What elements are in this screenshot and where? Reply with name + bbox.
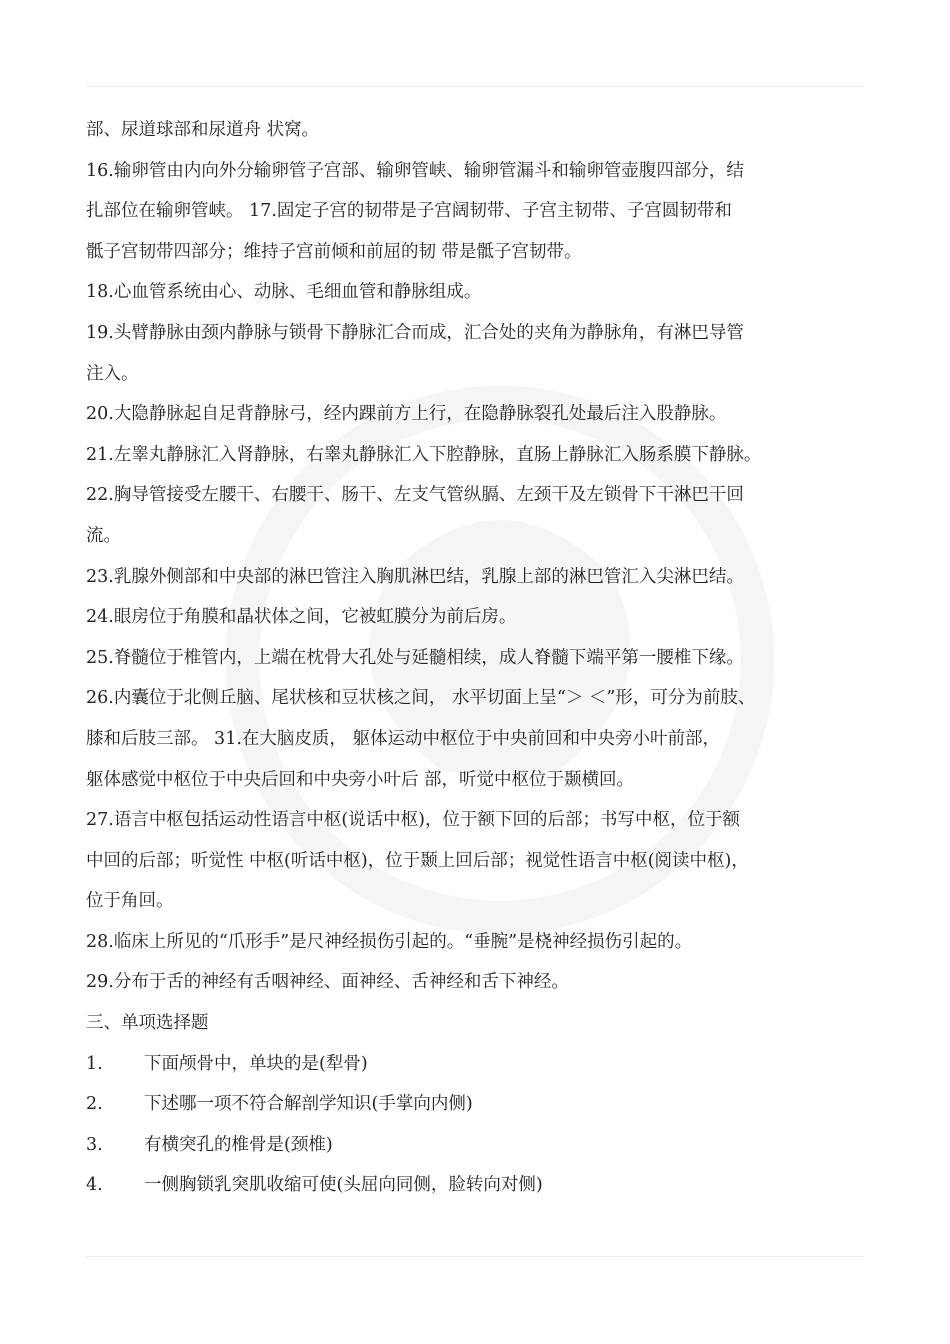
text-line: 27.语言中枢包括运动性语言中枢(说话中枢)，位于额下回的后部；书写中枢，位于额 (86, 810, 740, 831)
text-line: 21.左睾丸静脉汇入肾静脉，右睾丸静脉汇入下腔静脉，直肠上静脉汇入肠系膜下静脉。 (86, 444, 762, 465)
question-item (86, 1087, 876, 1128)
question-text: 下面颅骨中，单块的是(犁骨) (144, 1053, 368, 1074)
question-number: 3. (86, 1134, 103, 1155)
text-line: 26.内囊位于北侧丘脑、尾状核和豆状核之间， 水平切面上呈“＞ ＜”形，可分为前肢、 (86, 688, 756, 709)
text-line: 流。 (86, 525, 121, 546)
question-number: 1. (86, 1053, 103, 1074)
question-text: 有横突孔的椎骨是(颈椎) (144, 1134, 333, 1155)
text-line: 位于角回。 (86, 891, 174, 912)
text-line: 24.眼房位于角膜和晶状体之间，它被虹膜分为前后房。 (86, 607, 517, 628)
text-line: 骶子宫韧带四部分；维持子宫前倾和前屈的韧 带是骶子宫韧带。 (86, 241, 582, 262)
text-line: 16.输卵管由内向外分输卵管子宫部、输卵管峡、输卵管漏斗和输卵管壶腹四部分，结 (86, 160, 744, 181)
text-line: 中回的后部；听觉性 中枢(听话中枢)，位于颞上回后部；视觉性语言中枢(阅读中枢)， (86, 850, 749, 871)
text-line: 25.脊髓位于椎管内，上端在枕骨大孔处与延髓相续，成人脊髓下端平第一腰椎下缘。 (86, 647, 744, 668)
text-line: 19.头臂静脉由颈内静脉与锁骨下静脉汇合而成，汇合处的夹角为静脉角，有淋巴导管 (86, 322, 744, 343)
text-line: 扎部位在输卵管峡。 17.固定子宫的韧带是子宫阔韧带、子宫主韧带、子宫圆韧带和 (86, 201, 732, 222)
section-heading: 三、单项选择题 (86, 1013, 209, 1034)
text-line: 18.心血管系统由心、动脉、毛细血管和静脉组成。 (86, 282, 482, 303)
question-item (86, 1047, 876, 1088)
text-line: 躯体感觉中枢位于中央后回和中央旁小叶后 部，听觉中枢位于颞横回。 (86, 769, 635, 790)
question-number: 4. (86, 1175, 103, 1196)
question-item (86, 1168, 876, 1209)
text-line: 部、尿道球部和尿道舟 状窝。 (86, 120, 320, 140)
question-item (86, 1128, 876, 1169)
question-text: 一侧胸锁乳突肌收缩可使(头屈向同侧，脸转向对侧) (144, 1175, 543, 1196)
question-text: 下述哪一项不符合解剖学知识(手掌向内侧) (144, 1094, 473, 1115)
text-line: 29.分布于舌的神经有舌咽神经、面神经、舌神经和舌下神经。 (86, 972, 569, 993)
footer-divider (86, 1256, 864, 1257)
text-line: 注入。 (86, 363, 139, 384)
text-line: 23.乳腺外侧部和中央部的淋巴管注入胸肌淋巴结，乳腺上部的淋巴管汇入尖淋巴结。 (86, 566, 744, 587)
text-line: 22.胸导管接受左腰干、右腰干、肠干、左支气管纵膈、左颈干及左锁骨下干淋巴干回 (86, 485, 744, 506)
header-divider (86, 86, 864, 87)
text-line: 28.临床上所见的“爪形手”是尺神经损伤引起的。“垂腕”是桡神经损伤引起的。 (86, 931, 693, 952)
text-line: 膝和后肢三部。 31.在大脑皮质， 躯体运动中枢位于中央前回和中央旁小叶前部， (86, 728, 720, 749)
document-body (86, 113, 876, 1209)
question-number: 2. (86, 1094, 103, 1115)
text-line: 20.大隐静脉起自足背静脉弓，经内踝前方上行，在隐静脉裂孔处最后注入股静脉。 (86, 404, 727, 425)
